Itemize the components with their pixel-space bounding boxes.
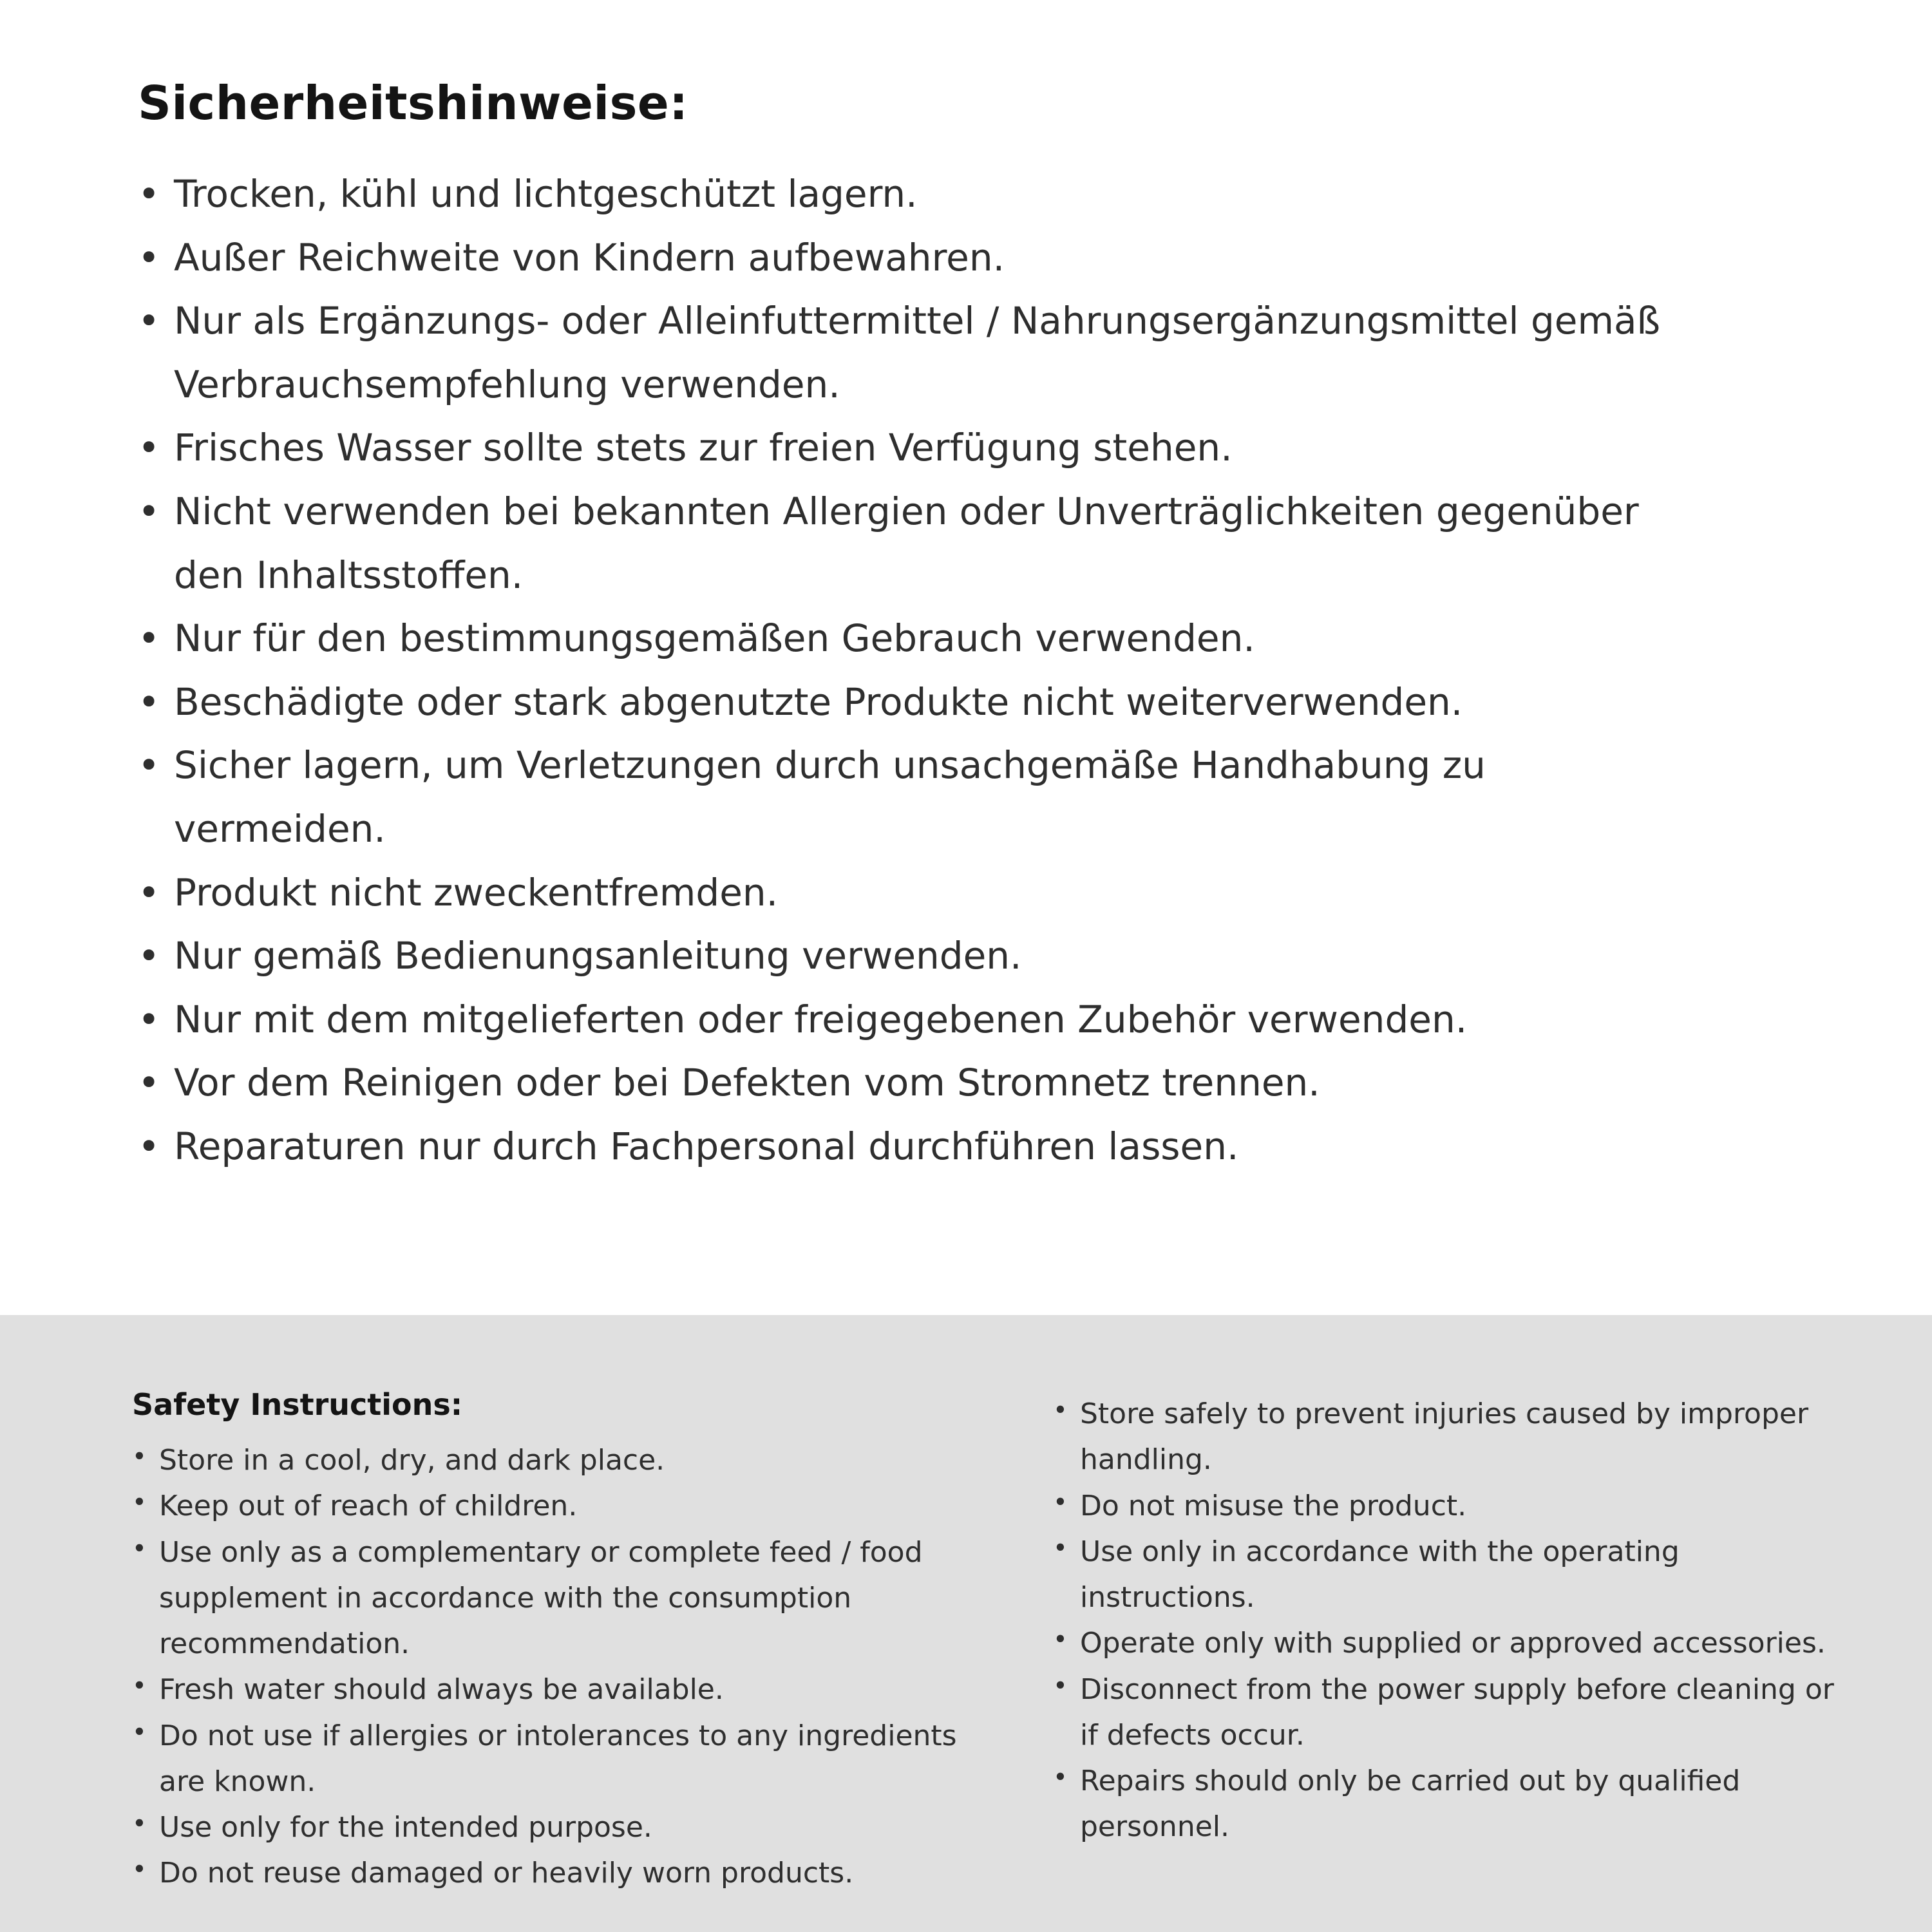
list-item: • Use only for the intended purpose. [132,1804,989,1850]
list-item: • Fresh water should always be available. [132,1667,989,1712]
list-item: • Do not misuse the product. [1053,1483,1835,1529]
list-item: • Keep out of reach of children. [132,1483,989,1529]
list-item: • Store safely to prevent injuries caused by improper handling. [1053,1391,1835,1483]
list-item: • Operate only with supplied or approved accessories. [1053,1620,1835,1666]
list-item: • Use only as a complementary or complete feed / food supplement in accordance with the consumption recommendation. [132,1530,989,1667]
list-item: • Reparaturen nur durch Fachpersonal durchführen lassen. [138,1115,1671,1179]
english-left-column [132,1387,989,1932]
list-item: • Do not reuse damaged or heavily worn products. [132,1850,989,1896]
list-item: • Repairs should only be carried out by qualified personnel. [1053,1758,1835,1850]
german-list [138,162,1671,1179]
english-title: Safety Instructions: [132,1387,463,1422]
english-left-list [132,1437,989,1897]
list-item: • Vor dem Reinigen oder bei Defekten vom Stromnetz trennen. [138,1051,1671,1115]
list-item: • Frisches Wasser sollte stets zur freien Verfügung stehen. [138,416,1671,480]
list-item: • Trocken, kühl und lichtgeschützt lagern. [138,162,1671,226]
english-right-column [1053,1387,1835,1932]
list-item: • Nur gemäß Bedienungsanleitung verwenden. [138,924,1671,988]
list-item: • Nur mit dem mitgelieferten oder freigegebenen Zubehör verwenden. [138,988,1671,1052]
list-item: • Produkt nicht zweckentfremden. [138,861,1671,925]
german-title: Sicherheitshinweise: [138,76,688,130]
list-item: • Use only in accordance with the operating instructions. [1053,1529,1835,1621]
list-item: • Beschädigte oder stark abgenutzte Produkte nicht weiterverwenden. [138,670,1671,734]
list-item: • Außer Reichweite von Kindern aufbewahren. [138,226,1671,290]
list-item: • Store in a cool, dry, and dark place. [132,1437,989,1483]
list-item: • Nur als Ergänzungs- oder Alleinfuttermittel / Nahrungsergänzungsmittel gemäß Verbrauchsempfehlung verwenden. [138,289,1671,416]
english-right-list [1053,1391,1835,1850]
list-item: • Disconnect from the power supply before cleaning or if defects occur. [1053,1667,1835,1759]
english-section [0,1315,1932,1932]
list-item: • Sicher lagern, um Verletzungen durch unsachgemäße Handhabung zu vermeiden. [138,734,1671,860]
list-item: • Nicht verwenden bei bekannten Allergien oder Unverträglichkeiten gegenüber den Inhaltsstoffen. [138,480,1671,607]
list-item: • Nur für den bestimmungsgemäßen Gebrauch verwenden. [138,607,1671,670]
list-item: • Do not use if allergies or intolerances to any ingredients are known. [132,1713,989,1805]
